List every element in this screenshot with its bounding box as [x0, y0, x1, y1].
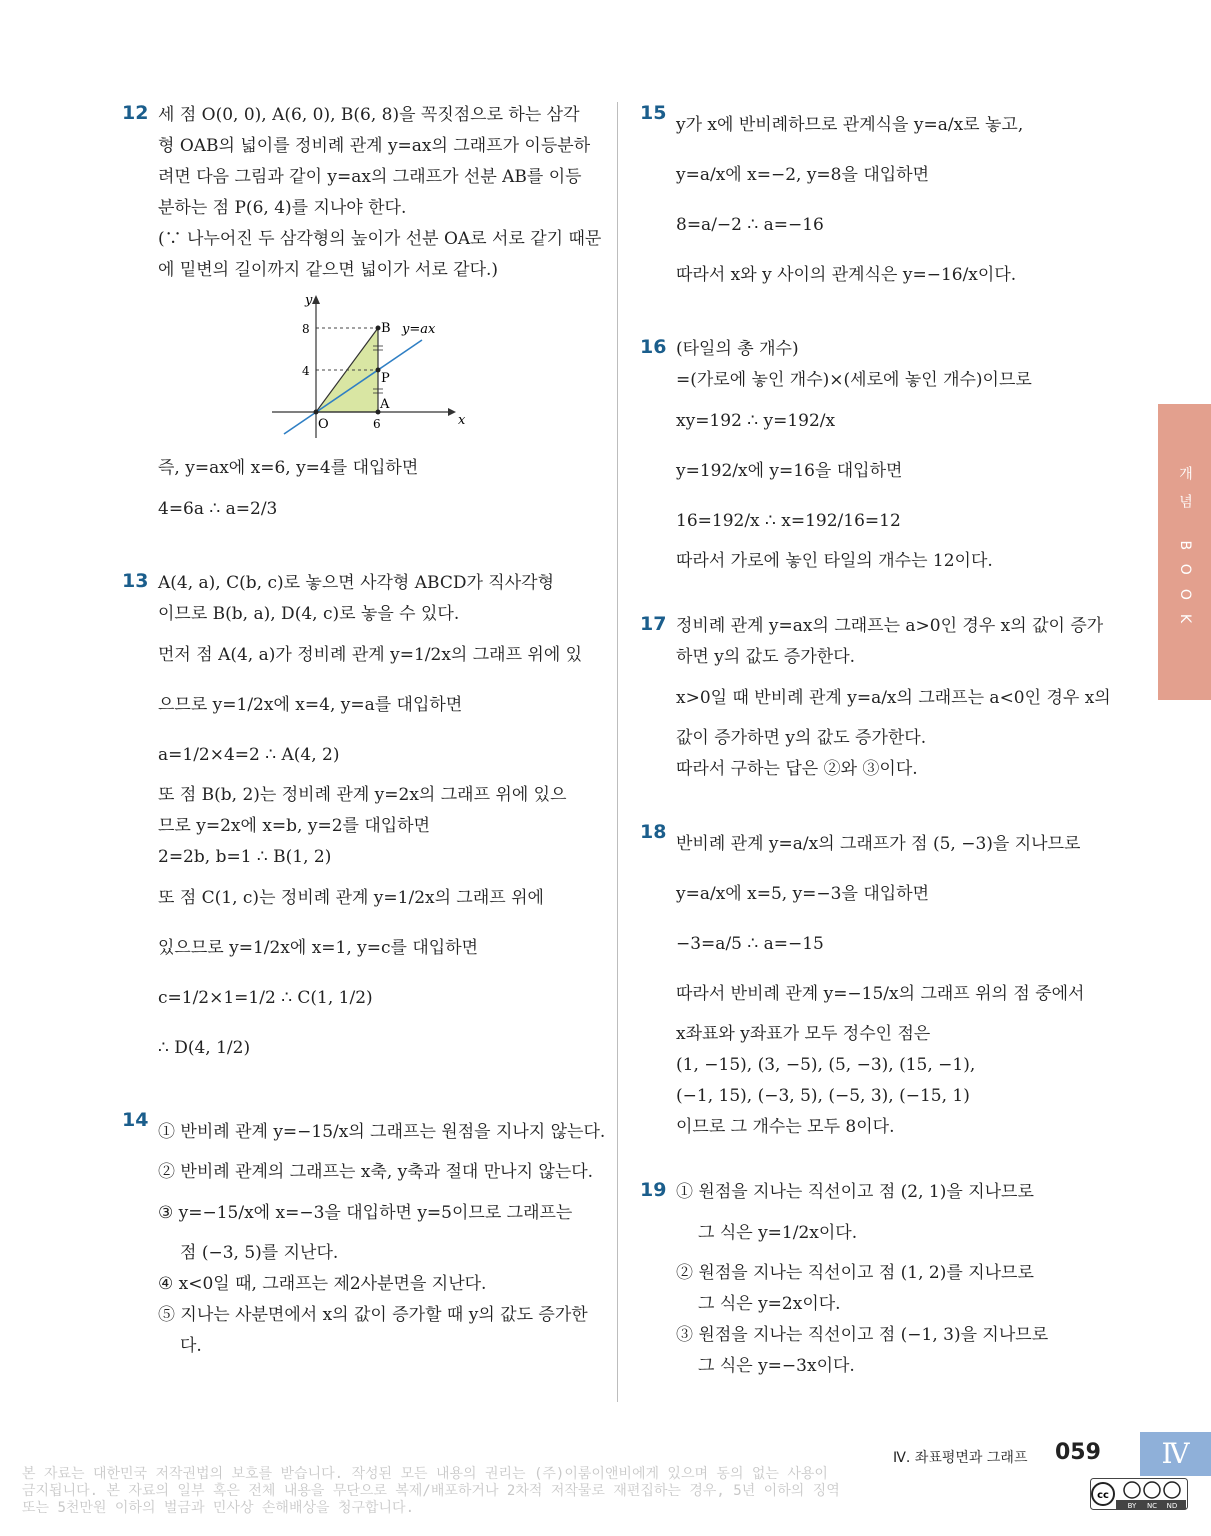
solution-line: y=192/x에 y=16을 대입하면 — [676, 461, 903, 481]
problem-19 — [640, 1177, 1120, 1382]
right-column — [640, 100, 1120, 1416]
point-p — [376, 368, 381, 373]
solution-line: x>0일 때 반비례 관계 y=a/x의 그래프는 a<0인 경우 x의 — [676, 688, 1111, 708]
solution-line: 반비례 관계 y=a/x의 그래프가 점 (5, −3)을 지나므로 — [676, 834, 1081, 854]
label-p: P — [381, 371, 390, 386]
solution-line: 에 밑변의 길이까지 같으면 넓이가 서로 같다.) — [158, 260, 499, 280]
by-icon — [1124, 1482, 1140, 1498]
problem-16 — [640, 334, 1120, 577]
solution-line: a=1/2×4=2 ∴ A(4, 2) — [158, 745, 340, 765]
nd-icon — [1164, 1482, 1180, 1498]
solution-line: 16=192/x ∴ x=192/16=12 — [676, 511, 901, 531]
solution-line: 값이 증가하면 y의 값도 증가한다. — [676, 728, 927, 748]
solution-line: 하면 y의 값도 증가한다. — [676, 647, 856, 667]
solution-line: 따라서 반비례 관계 y=−15/x의 그래프 위의 점 중에서 — [676, 984, 1085, 1004]
page-number: 059 — [1055, 1440, 1101, 1465]
solution-line: 즉, y=ax에 x=6, y=4를 대입하면 — [158, 458, 419, 478]
side-tab-label: 개념 BOOK — [1177, 466, 1193, 638]
solution-line: c=1/2×1=1/2 ∴ C(1, 1/2) — [158, 988, 373, 1008]
problem-17 — [640, 611, 1120, 785]
problem-number: 16 — [640, 336, 667, 358]
solution-line: xy=192 ∴ y=192/x — [676, 411, 836, 431]
problem-15 — [640, 100, 1120, 300]
chapter-badge: Ⅳ — [1140, 1432, 1211, 1476]
tick-label-4: 4 — [302, 364, 310, 378]
y-axis-label: y — [305, 293, 313, 308]
tick-label-6: 6 — [373, 417, 381, 431]
solution-line: 이므로 그 개수는 모두 8이다. — [676, 1117, 895, 1137]
problem-12 — [122, 100, 600, 534]
solution-line: ③ 원점을 지나는 직선이고 점 (−1, 3)을 지나므로 — [676, 1325, 1049, 1345]
side-tab — [1158, 404, 1211, 700]
by-label: BY — [1127, 1502, 1137, 1510]
solution-line: 4=6a ∴ a=2/3 — [158, 499, 278, 519]
solution-line: 8=a/−2 ∴ a=−16 — [676, 215, 824, 235]
x-axis-arrow — [448, 408, 456, 416]
solution-line: (−1, 15), (−3, 5), (−5, 3), (−15, 1) — [676, 1086, 970, 1106]
copyright-line: 본 자료는 대한민국 저작권법의 보호를 받습니다. 작성된 모든 내용의 권리는 (주)이룸이앤비에게 있으며 동의 없는 사용이 — [22, 1466, 828, 1482]
solution-line: 세 점 O(0, 0), A(6, 0), B(6, 8)을 꼭짓점으로 하는 삼각 — [158, 105, 580, 125]
label-a: A — [380, 397, 390, 412]
solution-line: 먼저 점 A(4, a)가 정비례 관계 y=1/2x의 그래프 위에 있 — [158, 645, 583, 665]
solution-line: 그 식은 y=−3x이다. — [698, 1356, 855, 1376]
solution-line: y=a/x에 x=−2, y=8을 대입하면 — [676, 165, 930, 185]
solution-line: ⑤ 지나는 사분면에서 x의 값이 증가할 때 y의 값도 증가한 — [158, 1305, 588, 1325]
solution-line: 따라서 가로에 놓인 타일의 개수는 12이다. — [676, 551, 993, 571]
copyright-line: 금지됩니다. 본 자료의 일부 혹은 전체 내용을 무단으로 복제/배포하거나 2차적 저작물로 재편집하는 경우, 5년 이하의 징역 — [22, 1483, 840, 1499]
solution-line: −3=a/5 ∴ a=−15 — [676, 934, 824, 954]
solution-line: 따라서 x와 y 사이의 관계식은 y=−16/x이다. — [676, 265, 1017, 285]
label-o: O — [318, 417, 329, 432]
section-title: Ⅳ. 좌표평면과 그래프 — [893, 1450, 1028, 1466]
problem-number: 12 — [122, 102, 149, 124]
copyright-notice — [22, 1466, 1052, 1517]
nd-label: ND — [1166, 1502, 1178, 1510]
solution-line: 분하는 점 P(6, 4)를 지나야 한다. — [158, 198, 407, 218]
cc-license-badge — [1090, 1478, 1188, 1510]
problem-number: 15 — [640, 102, 667, 124]
line-label: y=ax — [402, 322, 436, 337]
solution-line: A(4, a), C(b, c)로 놓으면 사각형 ABCD가 직사각형 — [158, 573, 554, 593]
line-y-ax — [284, 340, 422, 434]
problem-number: 13 — [122, 570, 149, 592]
cc-label: cc — [1097, 1490, 1109, 1501]
point-b — [376, 326, 381, 331]
triangle-graph-svg — [268, 292, 468, 442]
nc-icon — [1144, 1482, 1160, 1498]
problem-number: 17 — [640, 613, 667, 635]
solution-line: ② 원점을 지나는 직선이고 점 (1, 2)를 지나므로 — [676, 1263, 1034, 1283]
solution-line: 다. — [180, 1336, 202, 1356]
tick-label-8: 8 — [302, 322, 310, 336]
solution-line: 2=2b, b=1 ∴ B(1, 2) — [158, 847, 332, 867]
copyright-line: 또는 5천만원 이하의 벌금과 민사상 손해배상을 청구합니다. — [22, 1500, 415, 1516]
solution-line: x좌표와 y좌표가 모두 정수인 점은 — [676, 1024, 931, 1044]
solution-line: 또 점 B(b, 2)는 정비례 관계 y=2x의 그래프 위에 있으 — [158, 785, 567, 805]
problem-18 — [640, 819, 1120, 1143]
solution-line: 있으므로 y=1/2x에 x=1, y=c를 대입하면 — [158, 938, 479, 958]
point-o — [314, 410, 319, 415]
column-divider — [617, 102, 618, 1402]
problem-14 — [122, 1107, 606, 1362]
solution-line: 려면 다음 그림과 같이 y=ax의 그래프가 선분 AB를 이등 — [158, 167, 582, 187]
solution-line: 그 식은 y=2x이다. — [698, 1294, 841, 1314]
solution-line: y=a/x에 x=5, y=−3을 대입하면 — [676, 884, 930, 904]
solution-line: ① 반비례 관계 y=−15/x의 그래프는 원점을 지나지 않는다. — [158, 1122, 606, 1142]
y-axis-arrow — [312, 295, 320, 304]
solution-line: (1, −15), (3, −5), (5, −3), (15, −1), — [676, 1055, 976, 1075]
x-axis-label: x — [458, 413, 466, 428]
solution-line: ① 원점을 지나는 직선이고 점 (2, 1)을 지나므로 — [676, 1182, 1034, 1202]
label-b: B — [381, 321, 391, 336]
problem-number: 14 — [122, 1109, 149, 1131]
solution-line: (타일의 총 개수) — [676, 339, 799, 359]
nc-label: NC — [1146, 1502, 1158, 1510]
solution-line: 이므로 B(b, a), D(4, c)로 놓을 수 있다. — [158, 604, 460, 624]
solution-line: 점 (−3, 5)를 지난다. — [180, 1243, 339, 1263]
solution-line: 형 OAB의 넓이를 정비례 관계 y=ax의 그래프가 이등분하 — [158, 136, 591, 156]
problem-13 — [122, 568, 600, 1073]
solution-line: ③ y=−15/x에 x=−3을 대입하면 y=5이므로 그래프는 — [158, 1203, 573, 1223]
problem-number: 18 — [640, 821, 667, 843]
solution-line: 므로 y=2x에 x=b, y=2를 대입하면 — [158, 816, 431, 836]
solution-line: (∵ 나누어진 두 삼각형의 높이가 선분 OA로 서로 같기 때문 — [158, 229, 602, 249]
solution-line: ∴ D(4, 1/2) — [158, 1038, 251, 1058]
solution-line: 정비례 관계 y=ax의 그래프는 a>0인 경우 x의 값이 증가 — [676, 616, 1104, 636]
solution-line: ④ x<0일 때, 그래프는 제2사분면을 지난다. — [158, 1274, 487, 1294]
solution-line: 으므로 y=1/2x에 x=4, y=a를 대입하면 — [158, 695, 463, 715]
solution-line: =(가로에 놓인 개수)×(세로에 놓인 개수)이므로 — [676, 370, 1032, 390]
solution-line: 따라서 구하는 답은 ②와 ③이다. — [676, 759, 918, 779]
solution-line: y가 x에 반비례하므로 관계식을 y=a/x로 놓고, — [676, 115, 1024, 135]
solution-line: 그 식은 y=1/2x이다. — [698, 1223, 858, 1243]
solution-line: ② 반비례 관계의 그래프는 x축, y축과 절대 만나지 않는다. — [158, 1162, 594, 1182]
triangle-graph — [268, 292, 600, 447]
solution-line: 또 점 C(1, c)는 정비례 관계 y=1/2x의 그래프 위에 — [158, 888, 544, 908]
problem-number: 19 — [640, 1179, 667, 1201]
left-column — [122, 100, 606, 1396]
